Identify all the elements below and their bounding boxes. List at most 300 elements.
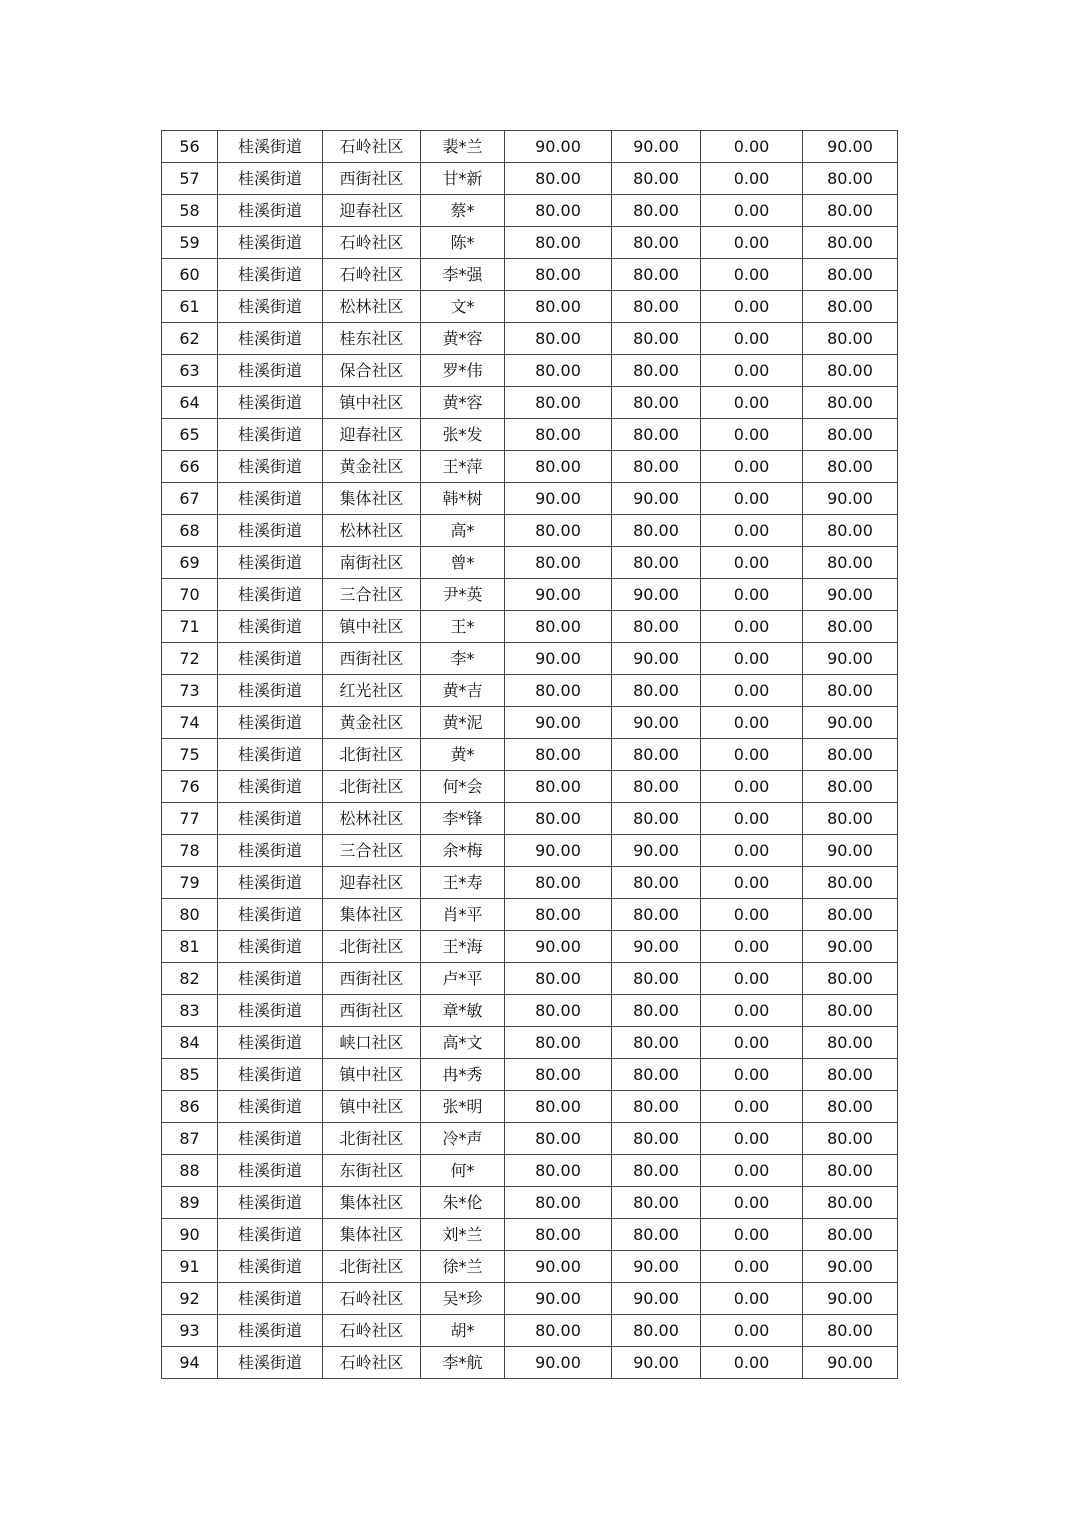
- table-row: [162, 1187, 898, 1219]
- street-cell: 桂溪街道: [218, 995, 323, 1027]
- amount-cell-4: 80.00: [803, 995, 898, 1027]
- index-cell: 63: [162, 355, 218, 387]
- street-cell: 桂溪街道: [218, 227, 323, 259]
- amount-cell-2: 90.00: [612, 1283, 701, 1315]
- community-cell: 南街社区: [323, 547, 421, 579]
- index-cell: 74: [162, 707, 218, 739]
- subsidy-table: [161, 130, 898, 1379]
- community-cell: 北街社区: [323, 1123, 421, 1155]
- amount-cell-2: 80.00: [612, 259, 701, 291]
- amount-cell-3: 0.00: [701, 1123, 803, 1155]
- amount-cell-3: 0.00: [701, 451, 803, 483]
- amount-cell-3: 0.00: [701, 835, 803, 867]
- street-cell: 桂溪街道: [218, 1187, 323, 1219]
- amount-cell-1: 80.00: [505, 867, 612, 899]
- street-cell: 桂溪街道: [218, 323, 323, 355]
- amount-cell-1: 90.00: [505, 931, 612, 963]
- community-cell: 保合社区: [323, 355, 421, 387]
- amount-cell-2: 90.00: [612, 835, 701, 867]
- name-cell: 张*明: [421, 1091, 505, 1123]
- name-cell: 何*会: [421, 771, 505, 803]
- name-cell: 余*梅: [421, 835, 505, 867]
- amount-cell-3: 0.00: [701, 707, 803, 739]
- community-cell: 集体社区: [323, 483, 421, 515]
- index-cell: 75: [162, 739, 218, 771]
- amount-cell-2: 90.00: [612, 643, 701, 675]
- table-row: [162, 1123, 898, 1155]
- amount-cell-2: 80.00: [612, 1219, 701, 1251]
- street-cell: 桂溪街道: [218, 1315, 323, 1347]
- amount-cell-1: 80.00: [505, 163, 612, 195]
- index-cell: 87: [162, 1123, 218, 1155]
- community-cell: 峡口社区: [323, 1027, 421, 1059]
- amount-cell-3: 0.00: [701, 1187, 803, 1219]
- amount-cell-3: 0.00: [701, 1251, 803, 1283]
- community-cell: 石岭社区: [323, 259, 421, 291]
- index-cell: 61: [162, 291, 218, 323]
- amount-cell-2: 90.00: [612, 483, 701, 515]
- community-cell: 北街社区: [323, 771, 421, 803]
- amount-cell-2: 80.00: [612, 1155, 701, 1187]
- street-cell: 桂溪街道: [218, 1251, 323, 1283]
- table-row: [162, 707, 898, 739]
- name-cell: 黄*容: [421, 323, 505, 355]
- name-cell: 李*航: [421, 1347, 505, 1379]
- amount-cell-4: 80.00: [803, 355, 898, 387]
- amount-cell-2: 90.00: [612, 931, 701, 963]
- index-cell: 84: [162, 1027, 218, 1059]
- table-row: [162, 611, 898, 643]
- table-row: [162, 963, 898, 995]
- community-cell: 黄金社区: [323, 707, 421, 739]
- street-cell: 桂溪街道: [218, 419, 323, 451]
- street-cell: 桂溪街道: [218, 675, 323, 707]
- index-cell: 68: [162, 515, 218, 547]
- index-cell: 88: [162, 1155, 218, 1187]
- amount-cell-2: 80.00: [612, 1123, 701, 1155]
- amount-cell-2: 80.00: [612, 227, 701, 259]
- street-cell: 桂溪街道: [218, 387, 323, 419]
- name-cell: 吴*珍: [421, 1283, 505, 1315]
- amount-cell-1: 90.00: [505, 1347, 612, 1379]
- amount-cell-1: 80.00: [505, 227, 612, 259]
- amount-cell-2: 80.00: [612, 675, 701, 707]
- name-cell: 高*文: [421, 1027, 505, 1059]
- amount-cell-1: 80.00: [505, 387, 612, 419]
- amount-cell-3: 0.00: [701, 1155, 803, 1187]
- table-row: [162, 1059, 898, 1091]
- street-cell: 桂溪街道: [218, 739, 323, 771]
- street-cell: 桂溪街道: [218, 1219, 323, 1251]
- street-cell: 桂溪街道: [218, 259, 323, 291]
- community-cell: 石岭社区: [323, 1315, 421, 1347]
- amount-cell-3: 0.00: [701, 387, 803, 419]
- name-cell: 黄*泥: [421, 707, 505, 739]
- amount-cell-3: 0.00: [701, 1283, 803, 1315]
- street-cell: 桂溪街道: [218, 1091, 323, 1123]
- street-cell: 桂溪街道: [218, 611, 323, 643]
- community-cell: 松林社区: [323, 803, 421, 835]
- street-cell: 桂溪街道: [218, 579, 323, 611]
- amount-cell-2: 90.00: [612, 1347, 701, 1379]
- name-cell: 冷*声: [421, 1123, 505, 1155]
- index-cell: 66: [162, 451, 218, 483]
- street-cell: 桂溪街道: [218, 931, 323, 963]
- table-row: [162, 291, 898, 323]
- community-cell: 镇中社区: [323, 387, 421, 419]
- index-cell: 59: [162, 227, 218, 259]
- name-cell: 王*海: [421, 931, 505, 963]
- amount-cell-1: 90.00: [505, 131, 612, 163]
- name-cell: 章*敏: [421, 995, 505, 1027]
- name-cell: 蔡*: [421, 195, 505, 227]
- amount-cell-2: 80.00: [612, 323, 701, 355]
- name-cell: 罗*伟: [421, 355, 505, 387]
- amount-cell-1: 80.00: [505, 899, 612, 931]
- name-cell: 张*发: [421, 419, 505, 451]
- index-cell: 76: [162, 771, 218, 803]
- amount-cell-3: 0.00: [701, 643, 803, 675]
- index-cell: 56: [162, 131, 218, 163]
- table-row: [162, 803, 898, 835]
- amount-cell-1: 90.00: [505, 643, 612, 675]
- index-cell: 60: [162, 259, 218, 291]
- amount-cell-2: 80.00: [612, 867, 701, 899]
- street-cell: 桂溪街道: [218, 355, 323, 387]
- name-cell: 王*萍: [421, 451, 505, 483]
- amount-cell-3: 0.00: [701, 131, 803, 163]
- amount-cell-2: 90.00: [612, 131, 701, 163]
- name-cell: 文*: [421, 291, 505, 323]
- amount-cell-4: 90.00: [803, 579, 898, 611]
- amount-cell-1: 80.00: [505, 1123, 612, 1155]
- community-cell: 松林社区: [323, 515, 421, 547]
- street-cell: 桂溪街道: [218, 547, 323, 579]
- table-row: [162, 995, 898, 1027]
- name-cell: 徐*兰: [421, 1251, 505, 1283]
- amount-cell-1: 90.00: [505, 835, 612, 867]
- index-cell: 78: [162, 835, 218, 867]
- amount-cell-2: 80.00: [612, 611, 701, 643]
- table-row: [162, 1315, 898, 1347]
- amount-cell-4: 80.00: [803, 771, 898, 803]
- amount-cell-4: 80.00: [803, 1059, 898, 1091]
- amount-cell-1: 80.00: [505, 419, 612, 451]
- community-cell: 迎春社区: [323, 419, 421, 451]
- community-cell: 北街社区: [323, 1251, 421, 1283]
- amount-cell-2: 90.00: [612, 1251, 701, 1283]
- index-cell: 89: [162, 1187, 218, 1219]
- amount-cell-4: 80.00: [803, 387, 898, 419]
- name-cell: 卢*平: [421, 963, 505, 995]
- table-row: [162, 547, 898, 579]
- street-cell: 桂溪街道: [218, 483, 323, 515]
- amount-cell-3: 0.00: [701, 323, 803, 355]
- amount-cell-4: 80.00: [803, 515, 898, 547]
- table-row: [162, 835, 898, 867]
- amount-cell-3: 0.00: [701, 515, 803, 547]
- amount-cell-3: 0.00: [701, 739, 803, 771]
- index-cell: 70: [162, 579, 218, 611]
- amount-cell-1: 80.00: [505, 291, 612, 323]
- amount-cell-3: 0.00: [701, 483, 803, 515]
- name-cell: 王*: [421, 611, 505, 643]
- amount-cell-3: 0.00: [701, 259, 803, 291]
- amount-cell-2: 90.00: [612, 707, 701, 739]
- index-cell: 72: [162, 643, 218, 675]
- amount-cell-3: 0.00: [701, 1059, 803, 1091]
- amount-cell-3: 0.00: [701, 1219, 803, 1251]
- street-cell: 桂溪街道: [218, 803, 323, 835]
- amount-cell-1: 80.00: [505, 803, 612, 835]
- amount-cell-1: 80.00: [505, 739, 612, 771]
- amount-cell-3: 0.00: [701, 355, 803, 387]
- street-cell: 桂溪街道: [218, 291, 323, 323]
- amount-cell-2: 80.00: [612, 1315, 701, 1347]
- amount-cell-2: 80.00: [612, 803, 701, 835]
- amount-cell-2: 80.00: [612, 899, 701, 931]
- amount-cell-3: 0.00: [701, 867, 803, 899]
- index-cell: 94: [162, 1347, 218, 1379]
- table-row: [162, 259, 898, 291]
- amount-cell-2: 80.00: [612, 1027, 701, 1059]
- amount-cell-1: 80.00: [505, 1059, 612, 1091]
- community-cell: 北街社区: [323, 931, 421, 963]
- amount-cell-1: 80.00: [505, 355, 612, 387]
- amount-cell-4: 80.00: [803, 195, 898, 227]
- name-cell: 何*: [421, 1155, 505, 1187]
- amount-cell-2: 80.00: [612, 291, 701, 323]
- community-cell: 镇中社区: [323, 1059, 421, 1091]
- amount-cell-1: 90.00: [505, 579, 612, 611]
- name-cell: 朱*伦: [421, 1187, 505, 1219]
- community-cell: 石岭社区: [323, 227, 421, 259]
- street-cell: 桂溪街道: [218, 1155, 323, 1187]
- amount-cell-4: 90.00: [803, 483, 898, 515]
- street-cell: 桂溪街道: [218, 163, 323, 195]
- amount-cell-1: 80.00: [505, 451, 612, 483]
- amount-cell-3: 0.00: [701, 963, 803, 995]
- amount-cell-3: 0.00: [701, 803, 803, 835]
- table-row: [162, 675, 898, 707]
- street-cell: 桂溪街道: [218, 195, 323, 227]
- street-cell: 桂溪街道: [218, 963, 323, 995]
- name-cell: 高*: [421, 515, 505, 547]
- index-cell: 91: [162, 1251, 218, 1283]
- index-cell: 92: [162, 1283, 218, 1315]
- index-cell: 79: [162, 867, 218, 899]
- table-row: [162, 515, 898, 547]
- community-cell: 三合社区: [323, 579, 421, 611]
- table-row: [162, 1283, 898, 1315]
- street-cell: 桂溪街道: [218, 131, 323, 163]
- amount-cell-1: 90.00: [505, 707, 612, 739]
- table-row: [162, 387, 898, 419]
- index-cell: 90: [162, 1219, 218, 1251]
- name-cell: 李*: [421, 643, 505, 675]
- table-row: [162, 227, 898, 259]
- amount-cell-4: 80.00: [803, 611, 898, 643]
- amount-cell-1: 80.00: [505, 195, 612, 227]
- table-row: [162, 579, 898, 611]
- amount-cell-4: 90.00: [803, 1283, 898, 1315]
- community-cell: 西街社区: [323, 963, 421, 995]
- amount-cell-4: 90.00: [803, 931, 898, 963]
- amount-cell-3: 0.00: [701, 1315, 803, 1347]
- amount-cell-4: 80.00: [803, 867, 898, 899]
- amount-cell-2: 80.00: [612, 771, 701, 803]
- amount-cell-3: 0.00: [701, 931, 803, 963]
- community-cell: 石岭社区: [323, 1283, 421, 1315]
- amount-cell-3: 0.00: [701, 195, 803, 227]
- table-row: [162, 1347, 898, 1379]
- amount-cell-4: 90.00: [803, 1251, 898, 1283]
- amount-cell-4: 80.00: [803, 323, 898, 355]
- amount-cell-3: 0.00: [701, 611, 803, 643]
- amount-cell-4: 80.00: [803, 1091, 898, 1123]
- name-cell: 曾*: [421, 547, 505, 579]
- amount-cell-3: 0.00: [701, 1347, 803, 1379]
- amount-cell-1: 80.00: [505, 995, 612, 1027]
- amount-cell-3: 0.00: [701, 163, 803, 195]
- index-cell: 93: [162, 1315, 218, 1347]
- community-cell: 北街社区: [323, 739, 421, 771]
- street-cell: 桂溪街道: [218, 1123, 323, 1155]
- amount-cell-3: 0.00: [701, 1091, 803, 1123]
- amount-cell-1: 80.00: [505, 675, 612, 707]
- amount-cell-4: 80.00: [803, 1027, 898, 1059]
- amount-cell-4: 80.00: [803, 1155, 898, 1187]
- name-cell: 黄*吉: [421, 675, 505, 707]
- amount-cell-4: 80.00: [803, 547, 898, 579]
- index-cell: 77: [162, 803, 218, 835]
- index-cell: 83: [162, 995, 218, 1027]
- amount-cell-4: 80.00: [803, 1315, 898, 1347]
- name-cell: 李*强: [421, 259, 505, 291]
- amount-cell-4: 80.00: [803, 291, 898, 323]
- amount-cell-4: 80.00: [803, 899, 898, 931]
- street-cell: 桂溪街道: [218, 643, 323, 675]
- amount-cell-4: 80.00: [803, 227, 898, 259]
- amount-cell-2: 80.00: [612, 387, 701, 419]
- name-cell: 陈*: [421, 227, 505, 259]
- amount-cell-1: 80.00: [505, 1315, 612, 1347]
- street-cell: 桂溪街道: [218, 1027, 323, 1059]
- table-body: [162, 131, 898, 1379]
- amount-cell-1: 80.00: [505, 323, 612, 355]
- street-cell: 桂溪街道: [218, 899, 323, 931]
- amount-cell-3: 0.00: [701, 291, 803, 323]
- amount-cell-2: 80.00: [612, 963, 701, 995]
- amount-cell-2: 80.00: [612, 547, 701, 579]
- amount-cell-4: 80.00: [803, 803, 898, 835]
- index-cell: 82: [162, 963, 218, 995]
- community-cell: 黄金社区: [323, 451, 421, 483]
- amount-cell-1: 80.00: [505, 515, 612, 547]
- table-row: [162, 451, 898, 483]
- amount-cell-4: 80.00: [803, 1219, 898, 1251]
- amount-cell-4: 80.00: [803, 963, 898, 995]
- amount-cell-4: 90.00: [803, 643, 898, 675]
- table-row: [162, 1219, 898, 1251]
- amount-cell-4: 80.00: [803, 1123, 898, 1155]
- table-row: [162, 323, 898, 355]
- amount-cell-2: 90.00: [612, 579, 701, 611]
- name-cell: 韩*树: [421, 483, 505, 515]
- amount-cell-3: 0.00: [701, 579, 803, 611]
- table-row: [162, 1091, 898, 1123]
- index-cell: 67: [162, 483, 218, 515]
- index-cell: 57: [162, 163, 218, 195]
- table-row: [162, 163, 898, 195]
- amount-cell-3: 0.00: [701, 995, 803, 1027]
- table-row: [162, 131, 898, 163]
- community-cell: 桂东社区: [323, 323, 421, 355]
- street-cell: 桂溪街道: [218, 707, 323, 739]
- table-row: [162, 739, 898, 771]
- amount-cell-3: 0.00: [701, 899, 803, 931]
- amount-cell-1: 80.00: [505, 771, 612, 803]
- street-cell: 桂溪街道: [218, 771, 323, 803]
- community-cell: 迎春社区: [323, 867, 421, 899]
- name-cell: 黄*: [421, 739, 505, 771]
- table-row: [162, 1251, 898, 1283]
- street-cell: 桂溪街道: [218, 1347, 323, 1379]
- community-cell: 镇中社区: [323, 1091, 421, 1123]
- table-row: [162, 899, 898, 931]
- amount-cell-1: 80.00: [505, 547, 612, 579]
- amount-cell-3: 0.00: [701, 771, 803, 803]
- amount-cell-1: 90.00: [505, 483, 612, 515]
- table-row: [162, 1155, 898, 1187]
- name-cell: 肖*平: [421, 899, 505, 931]
- index-cell: 65: [162, 419, 218, 451]
- amount-cell-2: 80.00: [612, 515, 701, 547]
- name-cell: 李*锋: [421, 803, 505, 835]
- community-cell: 石岭社区: [323, 131, 421, 163]
- table-row: [162, 1027, 898, 1059]
- community-cell: 迎春社区: [323, 195, 421, 227]
- amount-cell-4: 80.00: [803, 675, 898, 707]
- amount-cell-2: 80.00: [612, 995, 701, 1027]
- amount-cell-2: 80.00: [612, 1187, 701, 1219]
- community-cell: 西街社区: [323, 643, 421, 675]
- index-cell: 73: [162, 675, 218, 707]
- amount-cell-3: 0.00: [701, 227, 803, 259]
- amount-cell-2: 80.00: [612, 195, 701, 227]
- name-cell: 尹*英: [421, 579, 505, 611]
- amount-cell-1: 80.00: [505, 611, 612, 643]
- amount-cell-4: 90.00: [803, 131, 898, 163]
- index-cell: 58: [162, 195, 218, 227]
- table-row: [162, 643, 898, 675]
- amount-cell-1: 90.00: [505, 1251, 612, 1283]
- amount-cell-4: 80.00: [803, 259, 898, 291]
- community-cell: 集体社区: [323, 899, 421, 931]
- index-cell: 71: [162, 611, 218, 643]
- amount-cell-3: 0.00: [701, 675, 803, 707]
- amount-cell-4: 80.00: [803, 163, 898, 195]
- index-cell: 86: [162, 1091, 218, 1123]
- amount-cell-3: 0.00: [701, 547, 803, 579]
- street-cell: 桂溪街道: [218, 515, 323, 547]
- table-row: [162, 195, 898, 227]
- community-cell: 集体社区: [323, 1187, 421, 1219]
- amount-cell-2: 80.00: [612, 451, 701, 483]
- index-cell: 62: [162, 323, 218, 355]
- street-cell: 桂溪街道: [218, 1059, 323, 1091]
- table-row: [162, 867, 898, 899]
